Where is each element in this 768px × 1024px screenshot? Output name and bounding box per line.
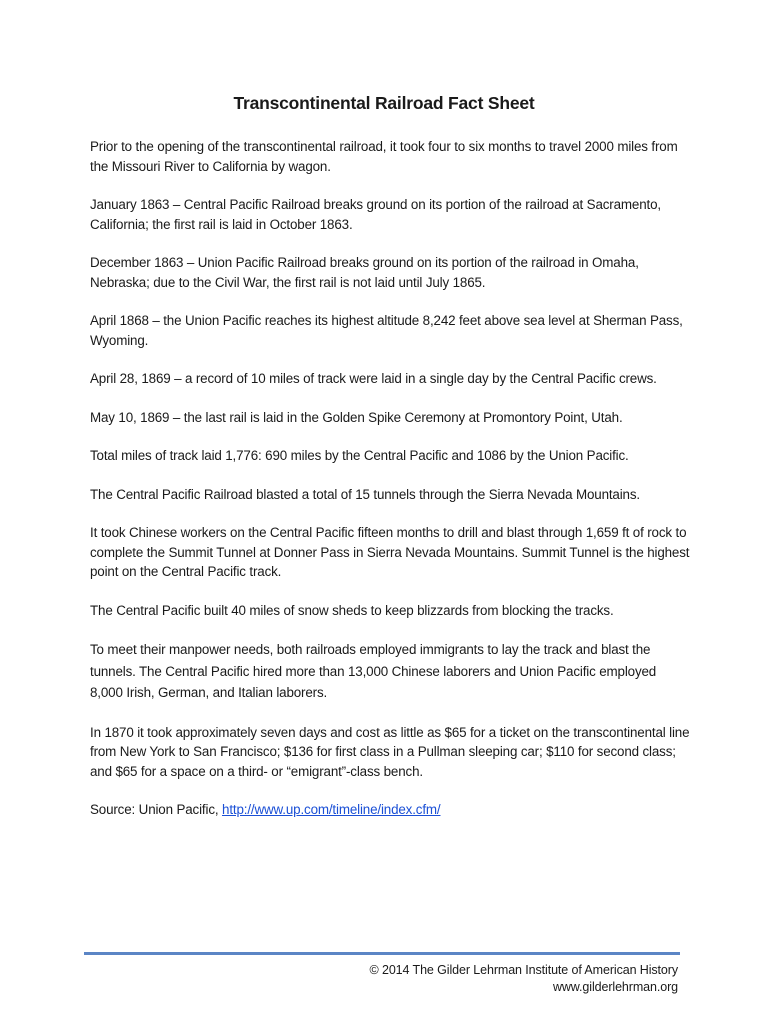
paragraph-snow-sheds: The Central Pacific built 40 miles of snow sheds to keep blizzards from blocking the tracks. (90, 602, 614, 618)
source-line (90, 800, 690, 820)
footer (370, 962, 679, 996)
paragraph-track-total: Total miles of track laid 1,776: 690 miles by the Central Pacific and 1086 by the Union Pacific. (90, 448, 629, 463)
paragraph-manpower: To meet their manpower needs, both railroads employed immigrants to lay the track and blast the tunnels. The Central Pacific hired more than 13,000 Chinese laborers and Union Pacific employed 8,000 Irish, German, and Italian laborers. (90, 642, 657, 700)
source-link[interactable]: http://www.up.com/timeline/index.cfm/ (222, 802, 441, 817)
footer-website: www.gilderlehrman.org (552, 980, 678, 994)
paragraph-apr-1868: April 1868 – the Union Pacific reaches its highest altitude 8,242 feet above sea level at Sherman Pass, Wyoming. (90, 313, 683, 348)
paragraph-jan-1863: January 1863 – Central Pacific Railroad breaks ground on its portion of the railroad at Sacramento, California; the first rail is laid in October 1863. (90, 197, 661, 232)
paragraph-intro: Prior to the opening of the transcontinental railroad, it took four to six months to travel 2000 miles from the Missouri River to California by wagon. (90, 139, 678, 174)
footer-divider (84, 952, 680, 955)
paragraph-tunnels: The Central Pacific Railroad blasted a total of 15 tunnels through the Sierra Nevada Mountains. (90, 486, 640, 502)
page-title: Transcontinental Railroad Fact Sheet (233, 93, 535, 113)
paragraph-summit-tunnel: It took Chinese workers on the Central Pacific fifteen months to drill and blast through 1,659 ft of rock to complete the Summit Tunnel at Donner Pass in Sierra Nevada Mountains. Summit Tunnel is the highest point on the Central Pacific track. (90, 525, 690, 579)
paragraph-ticket-cost: In 1870 it took approximately seven days and cost as little as $65 for a ticket on the transcontinental line from New York to San Francisco; $136 for first class in a Pullman sleeping car; $110 for second class; and $65 for a space on a third- or “emigrant”-class bench. (90, 724, 690, 779)
paragraph-may-1869: May 10, 1869 – the last rail is laid in the Golden Spike Ceremony at Promontory Point, Utah. (90, 409, 623, 425)
document-body (90, 137, 690, 839)
source-label: Source: Union Pacific, (90, 802, 223, 817)
footer-copyright: © 2014 The Gilder Lehrman Institute of American History (369, 963, 678, 977)
paragraph-apr-1869: April 28, 1869 – a record of 10 miles of track were laid in a single day by the Central Pacific crews. (90, 371, 657, 386)
paragraph-dec-1863: December 1863 – Union Pacific Railroad breaks ground on its portion of the railroad in Omaha, Nebraska; due to the Civil War, the first rail is not laid until July 1865. (90, 255, 639, 290)
